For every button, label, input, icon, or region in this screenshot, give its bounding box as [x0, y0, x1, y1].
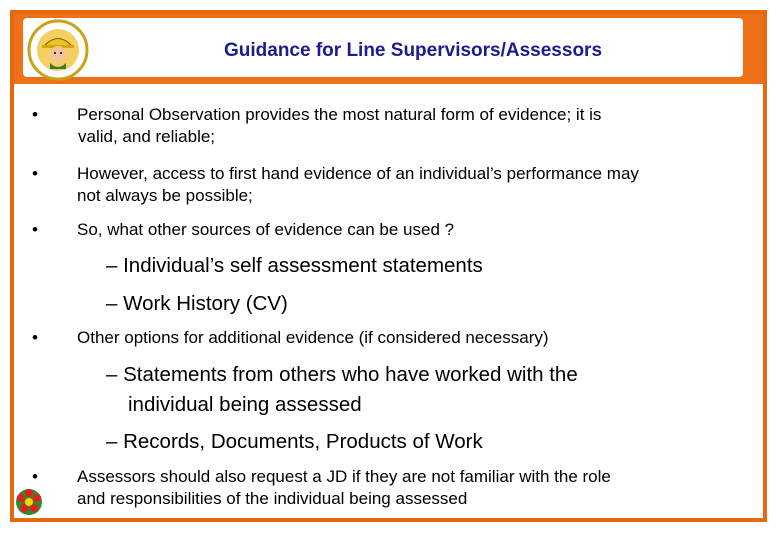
- bullet-item: [77, 219, 747, 241]
- bullet-item: [77, 104, 747, 148]
- slide-content: [14, 84, 763, 518]
- sub-bullet-line: individual being assessed: [128, 393, 362, 416]
- sub-bullet-line: – Records, Documents, Products of Work: [106, 430, 483, 453]
- bullet-marker: •: [32, 164, 38, 183]
- bullet-line: So, what other sources of evidence can be used ?: [77, 220, 455, 239]
- flower-emblem-icon: [14, 487, 44, 517]
- sub-bullet-line: – Statements from others who have worked with the: [106, 363, 578, 386]
- sub-bullet-item: [106, 290, 726, 317]
- bullet-line: Assessors should also request a JD if they are not familiar with the role: [77, 467, 611, 486]
- bullet-marker: •: [32, 105, 38, 124]
- header-bar: [14, 14, 763, 84]
- bullet-item: [77, 163, 747, 207]
- sub-bullet-line: – Individual’s self assessment statements: [106, 254, 483, 277]
- bullet-line: and responsibilities of the individual being assessed: [77, 489, 468, 508]
- title-box: [23, 18, 743, 77]
- sub-bullet-item: [106, 360, 726, 420]
- bullet-line: However, access to first hand evidence of an individual’s performance may: [77, 164, 639, 183]
- sub-bullet-item: [106, 428, 726, 455]
- slide-title: Guidance for Line Supervisors/Assessors: [223, 40, 603, 61]
- bullet-item: [77, 327, 747, 349]
- bullet-line: valid, and reliable;: [78, 127, 216, 146]
- bullet-marker: •: [32, 328, 38, 347]
- sub-bullet-line: – Work History (CV): [106, 292, 288, 315]
- safety-worker-logo-icon: [22, 19, 94, 81]
- slide-frame: [10, 10, 767, 522]
- bullet-line: Personal Observation provides the most natural form of evidence; it is: [77, 105, 602, 124]
- sub-bullet-item: [106, 252, 726, 279]
- bullet-line: Other options for additional evidence (if considered necessary): [77, 328, 549, 347]
- bullet-item: [77, 466, 747, 510]
- bullet-marker: •: [32, 220, 38, 239]
- bullet-marker: •: [32, 467, 38, 486]
- bullet-line: not always be possible;: [77, 186, 253, 205]
